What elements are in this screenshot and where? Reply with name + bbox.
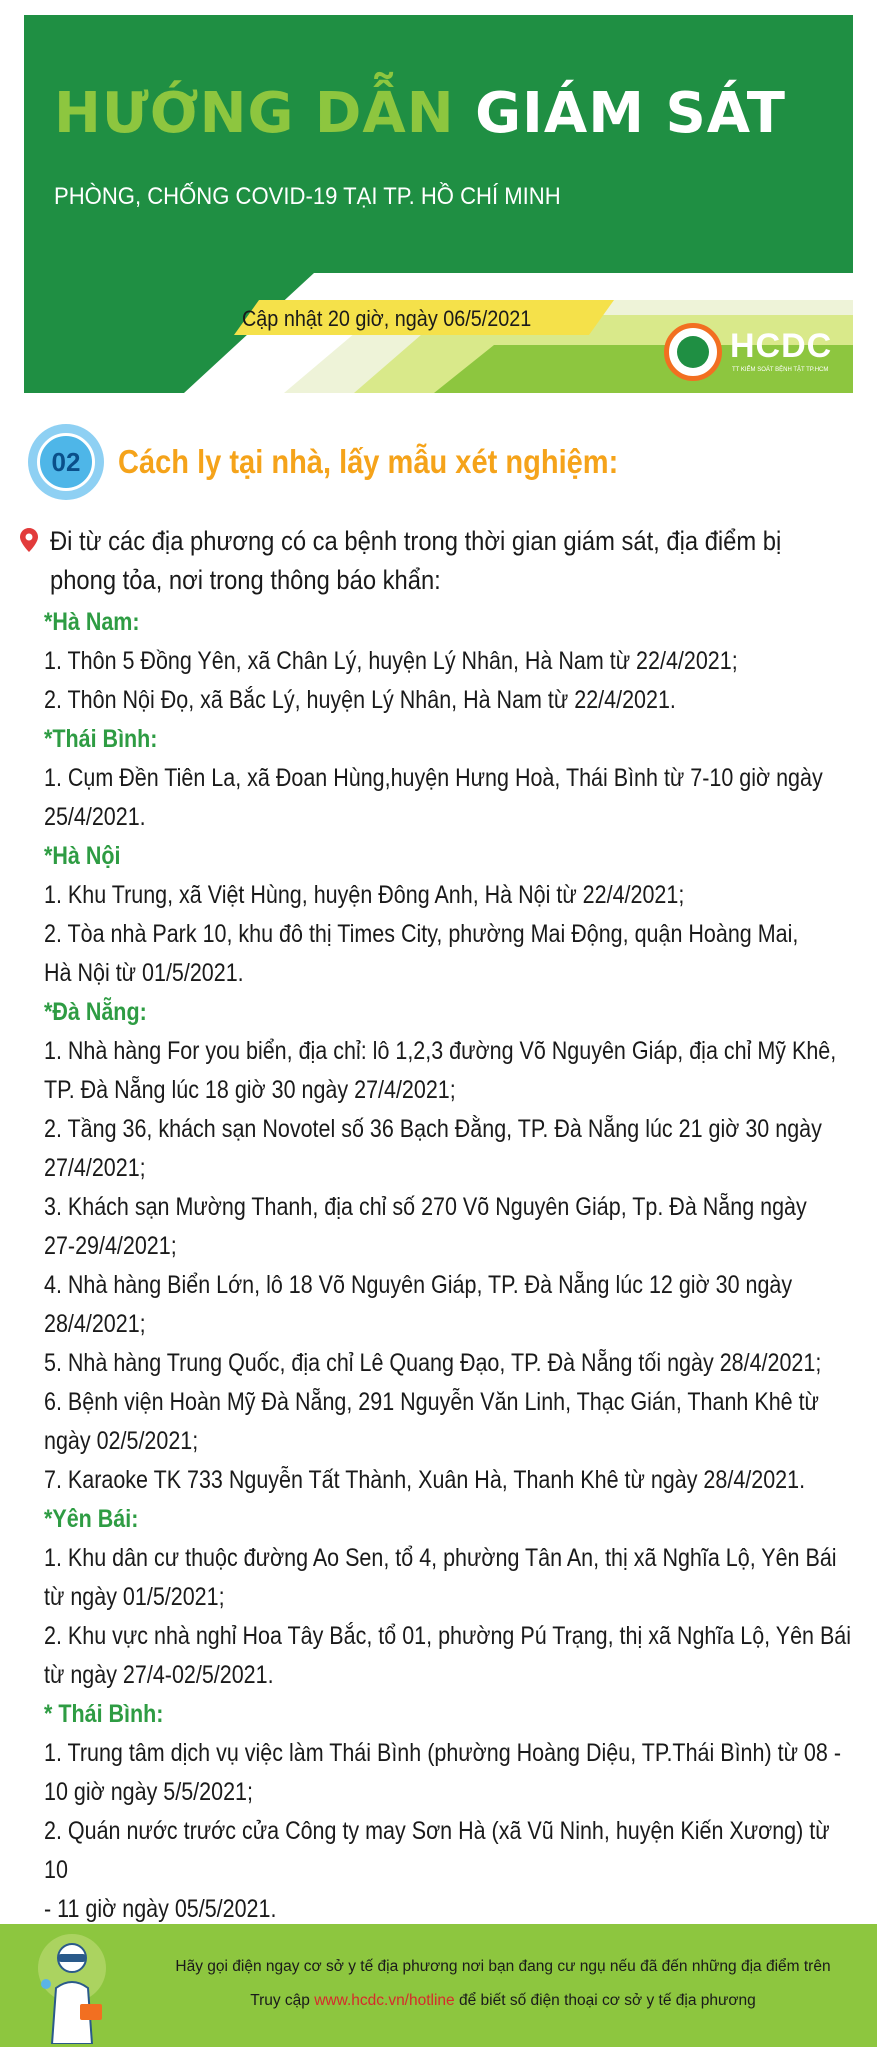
region-heading: *Hà Nội (44, 842, 121, 870)
location-item: 1. Trung tâm dịch vụ việc làm Thái Bình (phường Hoàng Diệu, TP.Thái Bình) từ 08 - 10 giờ ngày 5/5/2021; (44, 1739, 841, 1806)
header-banner (24, 15, 853, 393)
location-item: 3. Khách sạn Mường Thanh, địa chỉ số 270 Võ Nguyên Giáp, Tp. Đà Nẵng ngày 27-29/4/2021; (44, 1193, 807, 1260)
mascot-icon (32, 1928, 112, 2044)
intro-paragraph (20, 522, 860, 600)
location-item: 2. Khu vực nhà nghỉ Hoa Tây Bắc, tổ 01, phường Pú Trạng, thị xã Nghĩa Lộ, Yên Bái từ ngày 27/4-02/5/2021. (44, 1622, 852, 1689)
intro-text: Đi từ các địa phương có ca bệnh trong thời gian giám sát, địa điểm bị phong tỏa, nơi trong thông báo khẩn: (50, 526, 782, 595)
location-item: 2. Tòa nhà Park 10, khu đô thị Times City, phường Mai Động, quận Hoàng Mai, Hà Nội từ 01/5/2021. (44, 920, 799, 987)
location-item: 5. Nhà hàng Trung Quốc, địa chỉ Lê Quang Đạo, TP. Đà Nẵng tối ngày 28/4/2021; (44, 1349, 822, 1377)
location-item: 1. Thôn 5 Đồng Yên, xã Chân Lý, huyện Lý Nhân, Hà Nam từ 22/4/2021; (44, 647, 738, 675)
region-heading: *Đà Nẵng: (44, 998, 147, 1026)
section-number: 02 (37, 433, 95, 491)
location-item: 4. Nhà hàng Biển Lớn, lô 18 Võ Nguyên Giáp, TP. Đà Nẵng lúc 12 giờ 30 ngày 28/4/2021; (44, 1271, 793, 1338)
location-item: 2. Thôn Nội Đọ, xã Bắc Lý, huyện Lý Nhân, Hà Nam từ 22/4/2021. (44, 686, 676, 714)
section-number-badge (28, 424, 104, 500)
location-item: 1. Nhà hàng For you biển, địa chỉ: lô 1,2,3 đường Võ Nguyên Giáp, địa chỉ Mỹ Khê, TP. Đà Nẵng lúc 18 giờ 30 ngày 27/4/2021; (44, 1037, 837, 1104)
page-subtitle: PHÒNG, CHỐNG COVID-19 TẠI TP. HỒ CHÍ MINH (54, 183, 561, 210)
footer-hotline-notice (158, 1992, 848, 2010)
page-title (54, 81, 786, 146)
location-item: 2. Quán nước trước cửa Công ty may Sơn Hà (xã Vũ Ninh, huyện Kiến Xương) từ 10 - 11 giờ ngày 05/5/2021. (44, 1817, 830, 1923)
region-heading: * Thái Bình: (44, 1700, 164, 1728)
location-pin-icon (20, 528, 38, 552)
location-item: 6. Bệnh viện Hoàn Mỹ Đà Nẵng, 291 Nguyễn Văn Linh, Thạc Gián, Thanh Khê từ ngày 02/5/2021; (44, 1388, 819, 1455)
hcdc-logo-icon (664, 323, 722, 381)
hcdc-logo (664, 315, 844, 393)
logo-text: HCDC (730, 327, 833, 365)
locations-list (44, 603, 874, 1929)
region-heading: *Thái Bình: (44, 725, 158, 753)
location-item: 1. Cụm Đền Tiên La, xã Đoan Hùng,huyện Hưng Hoà, Thái Bình từ 7-10 giờ ngày 25/4/2021. (44, 764, 823, 831)
region-heading: *Hà Nam: (44, 608, 140, 636)
location-item: 1. Khu Trung, xã Việt Hùng, huyện Đông Anh, Hà Nội từ 22/4/2021; (44, 881, 685, 909)
logo-subtext: TT KIỂM SOÁT BỆNH TẬT TP.HCM (732, 367, 829, 373)
section-title: Cách ly tại nhà, lấy mẫu xét nghiệm: (118, 443, 619, 480)
footer (0, 1924, 877, 2047)
region-heading: *Yên Bái: (44, 1505, 139, 1533)
footer-line2-suffix: để biết số điện thoại cơ sở y tế địa phương (454, 1992, 756, 2009)
hotline-link[interactable]: www.hcdc.vn/hotline (314, 1992, 455, 2009)
location-item: 2. Tầng 36, khách sạn Novotel số 36 Bạch Đằng, TP. Đà Nẵng lúc 21 giờ 30 ngày 27/4/2021; (44, 1115, 822, 1182)
title-part-2: GIÁM SÁT (475, 81, 786, 146)
title-part-1: HƯỚNG DẪN (54, 81, 455, 146)
footer-call-notice: Hãy gọi điện ngay cơ sở y tế địa phương nơi bạn đang cư ngụ nếu đã đến những địa điểm trên (175, 1958, 831, 1975)
location-item: 7. Karaoke TK 733 Nguyễn Tất Thành, Xuân Hà, Thanh Khê từ ngày 28/4/2021. (44, 1466, 806, 1494)
update-date-banner: Cập nhật 20 giờ, ngày 06/5/2021 (242, 306, 532, 331)
footer-line2-prefix: Truy cập (250, 1992, 315, 2009)
location-item: 1. Khu dân cư thuộc đường Ao Sen, tổ 4, phường Tân An, thị xã Nghĩa Lộ, Yên Bái từ ngày 01/5/2021; (44, 1544, 837, 1611)
